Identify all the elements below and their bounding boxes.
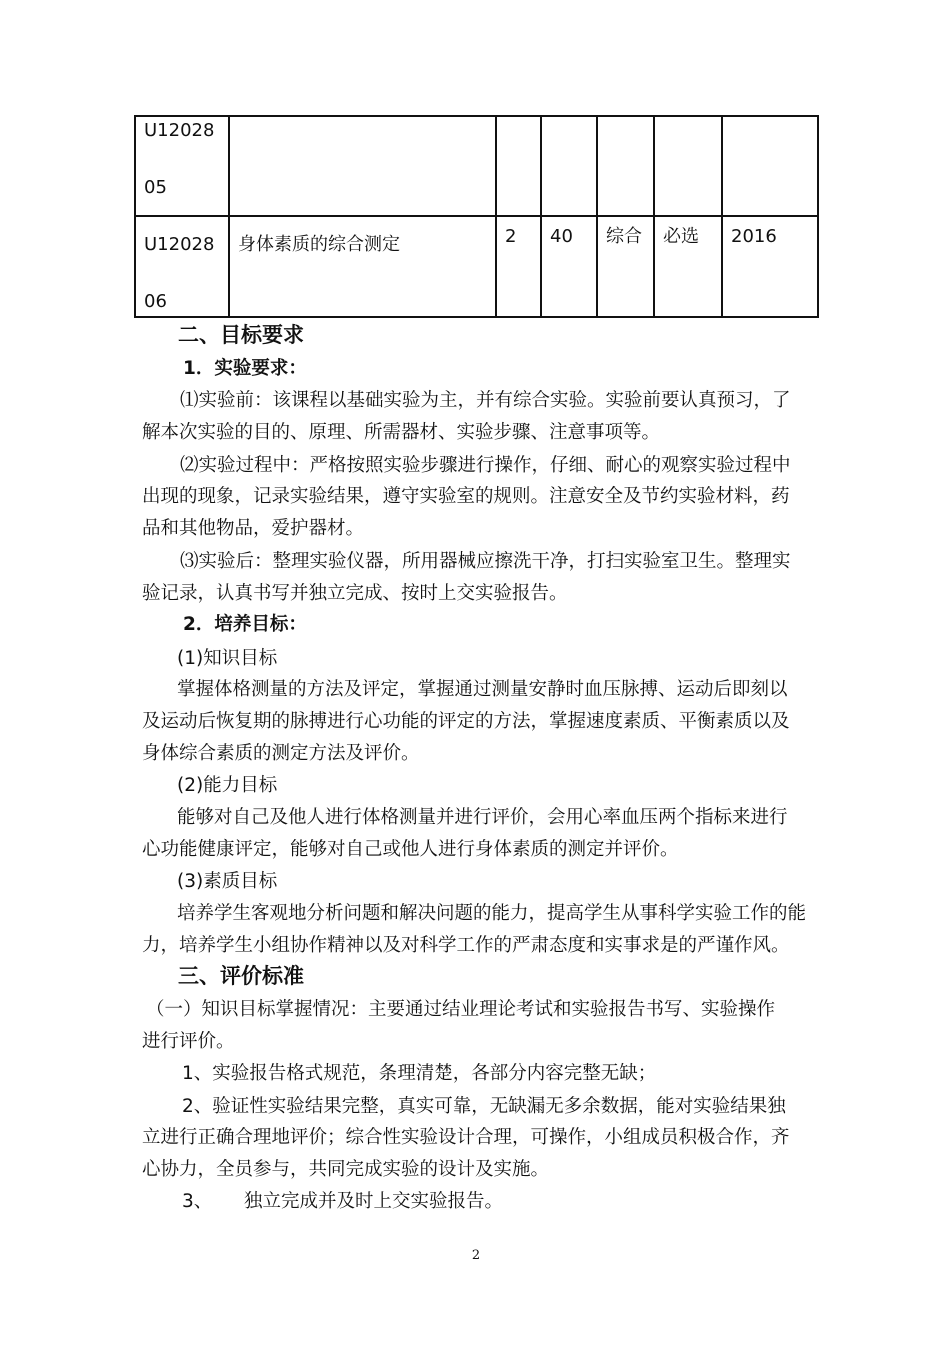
- course-students: 40: [550, 226, 573, 247]
- paragraph-line: 培养学生客观地分析问题和解决问题的能力，提高学生从事科学实验工作的能: [177, 903, 807, 924]
- paragraph-line: 进行评价。: [142, 1031, 235, 1052]
- goal-title-ability: (2)能力目标: [177, 775, 278, 796]
- year-cell: [722, 116, 818, 216]
- evaluation-item-3-number: 3、: [182, 1191, 213, 1212]
- paragraph-line: ⑶实验后：整理实验仪器，所用器械应擦洗干净，打扫实验室卫生。整理实: [180, 551, 791, 572]
- paragraph-line: 验记录，认真书写并独立完成、按时上交实验报告。: [142, 583, 568, 604]
- type-cell: [597, 116, 654, 216]
- course-year: [723, 117, 817, 131]
- course-students: [542, 117, 596, 131]
- evaluation-item-3-text: 独立完成并及时上交实验报告。: [244, 1191, 504, 1212]
- paragraph-line: 品和其他物品，爱护器材。: [142, 518, 365, 539]
- paragraph-line: 解本次实验的目的、原理、所需器材、实验步骤、注意事项等。: [142, 422, 661, 443]
- course-year: 2016: [731, 226, 777, 247]
- subheading-experiment-requirements: 1．实验要求：: [183, 358, 307, 379]
- paragraph-line: （一）知识目标掌握情况：主要通过结业理论考试和实验报告书写、实验操作: [146, 999, 776, 1020]
- course-requirement: [655, 117, 721, 131]
- section-heading-evaluation: 三、评价标准: [178, 964, 304, 988]
- table-row: [135, 216, 818, 317]
- course-requirement: 必选: [663, 226, 699, 247]
- req-cell: [654, 116, 722, 216]
- paragraph-line: 身体综合素质的测定方法及评价。: [142, 743, 420, 764]
- course-code-part1: U12028: [144, 120, 215, 141]
- req-cell: [654, 216, 722, 317]
- hours-cell: [496, 116, 541, 216]
- course-code-part1: U12028: [144, 234, 215, 255]
- course-code-cell: [135, 116, 229, 216]
- course-name: [230, 117, 495, 131]
- course-type: [598, 117, 653, 131]
- paragraph-line: ⑵实验过程中：严格按照实验步骤进行操作，仔细、耐心的观察实验过程中: [180, 455, 791, 476]
- hours-cell: [496, 216, 541, 317]
- page-number: 2: [471, 1248, 481, 1263]
- section-heading-goals: 二、目标要求: [178, 323, 304, 347]
- course-table: [134, 115, 819, 318]
- students-cell: [541, 116, 597, 216]
- paragraph-line: 立进行正确合理地评价；综合性实验设计合理，可操作，小组成员积极合作，齐: [142, 1127, 790, 1148]
- table-row: [135, 116, 818, 216]
- course-code-part2: 05: [144, 177, 167, 198]
- paragraph-line: 力，培养学生小组协作精神以及对科学工作的严肃态度和实事求是的严谨作风。: [142, 935, 790, 956]
- students-cell: [541, 216, 597, 317]
- course-hours: 2: [505, 226, 517, 247]
- subheading-training-goals: 2．培养目标：: [183, 614, 307, 635]
- paragraph-line: 及运动后恢复期的脉搏进行心功能的评定的方法，掌握速度素质、平衡素质以及: [142, 711, 790, 732]
- course-name-cell: [229, 216, 496, 317]
- type-cell: [597, 216, 654, 317]
- paragraph-line: 心功能健康评定，能够对自己或他人进行身体素质的测定并评价。: [142, 839, 679, 860]
- paragraph-line: 掌握体格测量的方法及评定，掌握通过测量安静时血压脉搏、运动后即刻以: [177, 679, 788, 700]
- paragraph-line: 心协力，全员参与，共同完成实验的设计及实施。: [142, 1159, 550, 1180]
- goal-title-knowledge: (1)知识目标: [177, 648, 278, 669]
- year-cell: [722, 216, 818, 317]
- paragraph-line: 能够对自己及他人进行体格测量并进行评价，会用心率血压两个指标来进行: [177, 807, 788, 828]
- course-code-cell: [135, 216, 229, 317]
- paragraph-line: 2、验证性实验结果完整，真实可靠，无缺漏无多余数据，能对实验结果独: [182, 1096, 786, 1117]
- goal-title-quality: (3)素质目标: [177, 871, 278, 892]
- course-name-cell: [229, 116, 496, 216]
- evaluation-item-1: 1、实验报告格式规范，条理清楚，各部分内容完整无缺；: [182, 1063, 657, 1084]
- course-code-part2: 06: [144, 291, 167, 312]
- course-name: 身体素质的综合测定: [238, 234, 400, 255]
- course-type: 综合: [606, 226, 642, 247]
- course-hours: [497, 117, 540, 131]
- paragraph-line: ⑴实验前：该课程以基础实验为主，并有综合实验。实验前要认真预习，了: [180, 390, 791, 411]
- paragraph-line: 出现的现象，记录实验结果，遵守实验室的规则。注意安全及节约实验材料，药: [142, 486, 790, 507]
